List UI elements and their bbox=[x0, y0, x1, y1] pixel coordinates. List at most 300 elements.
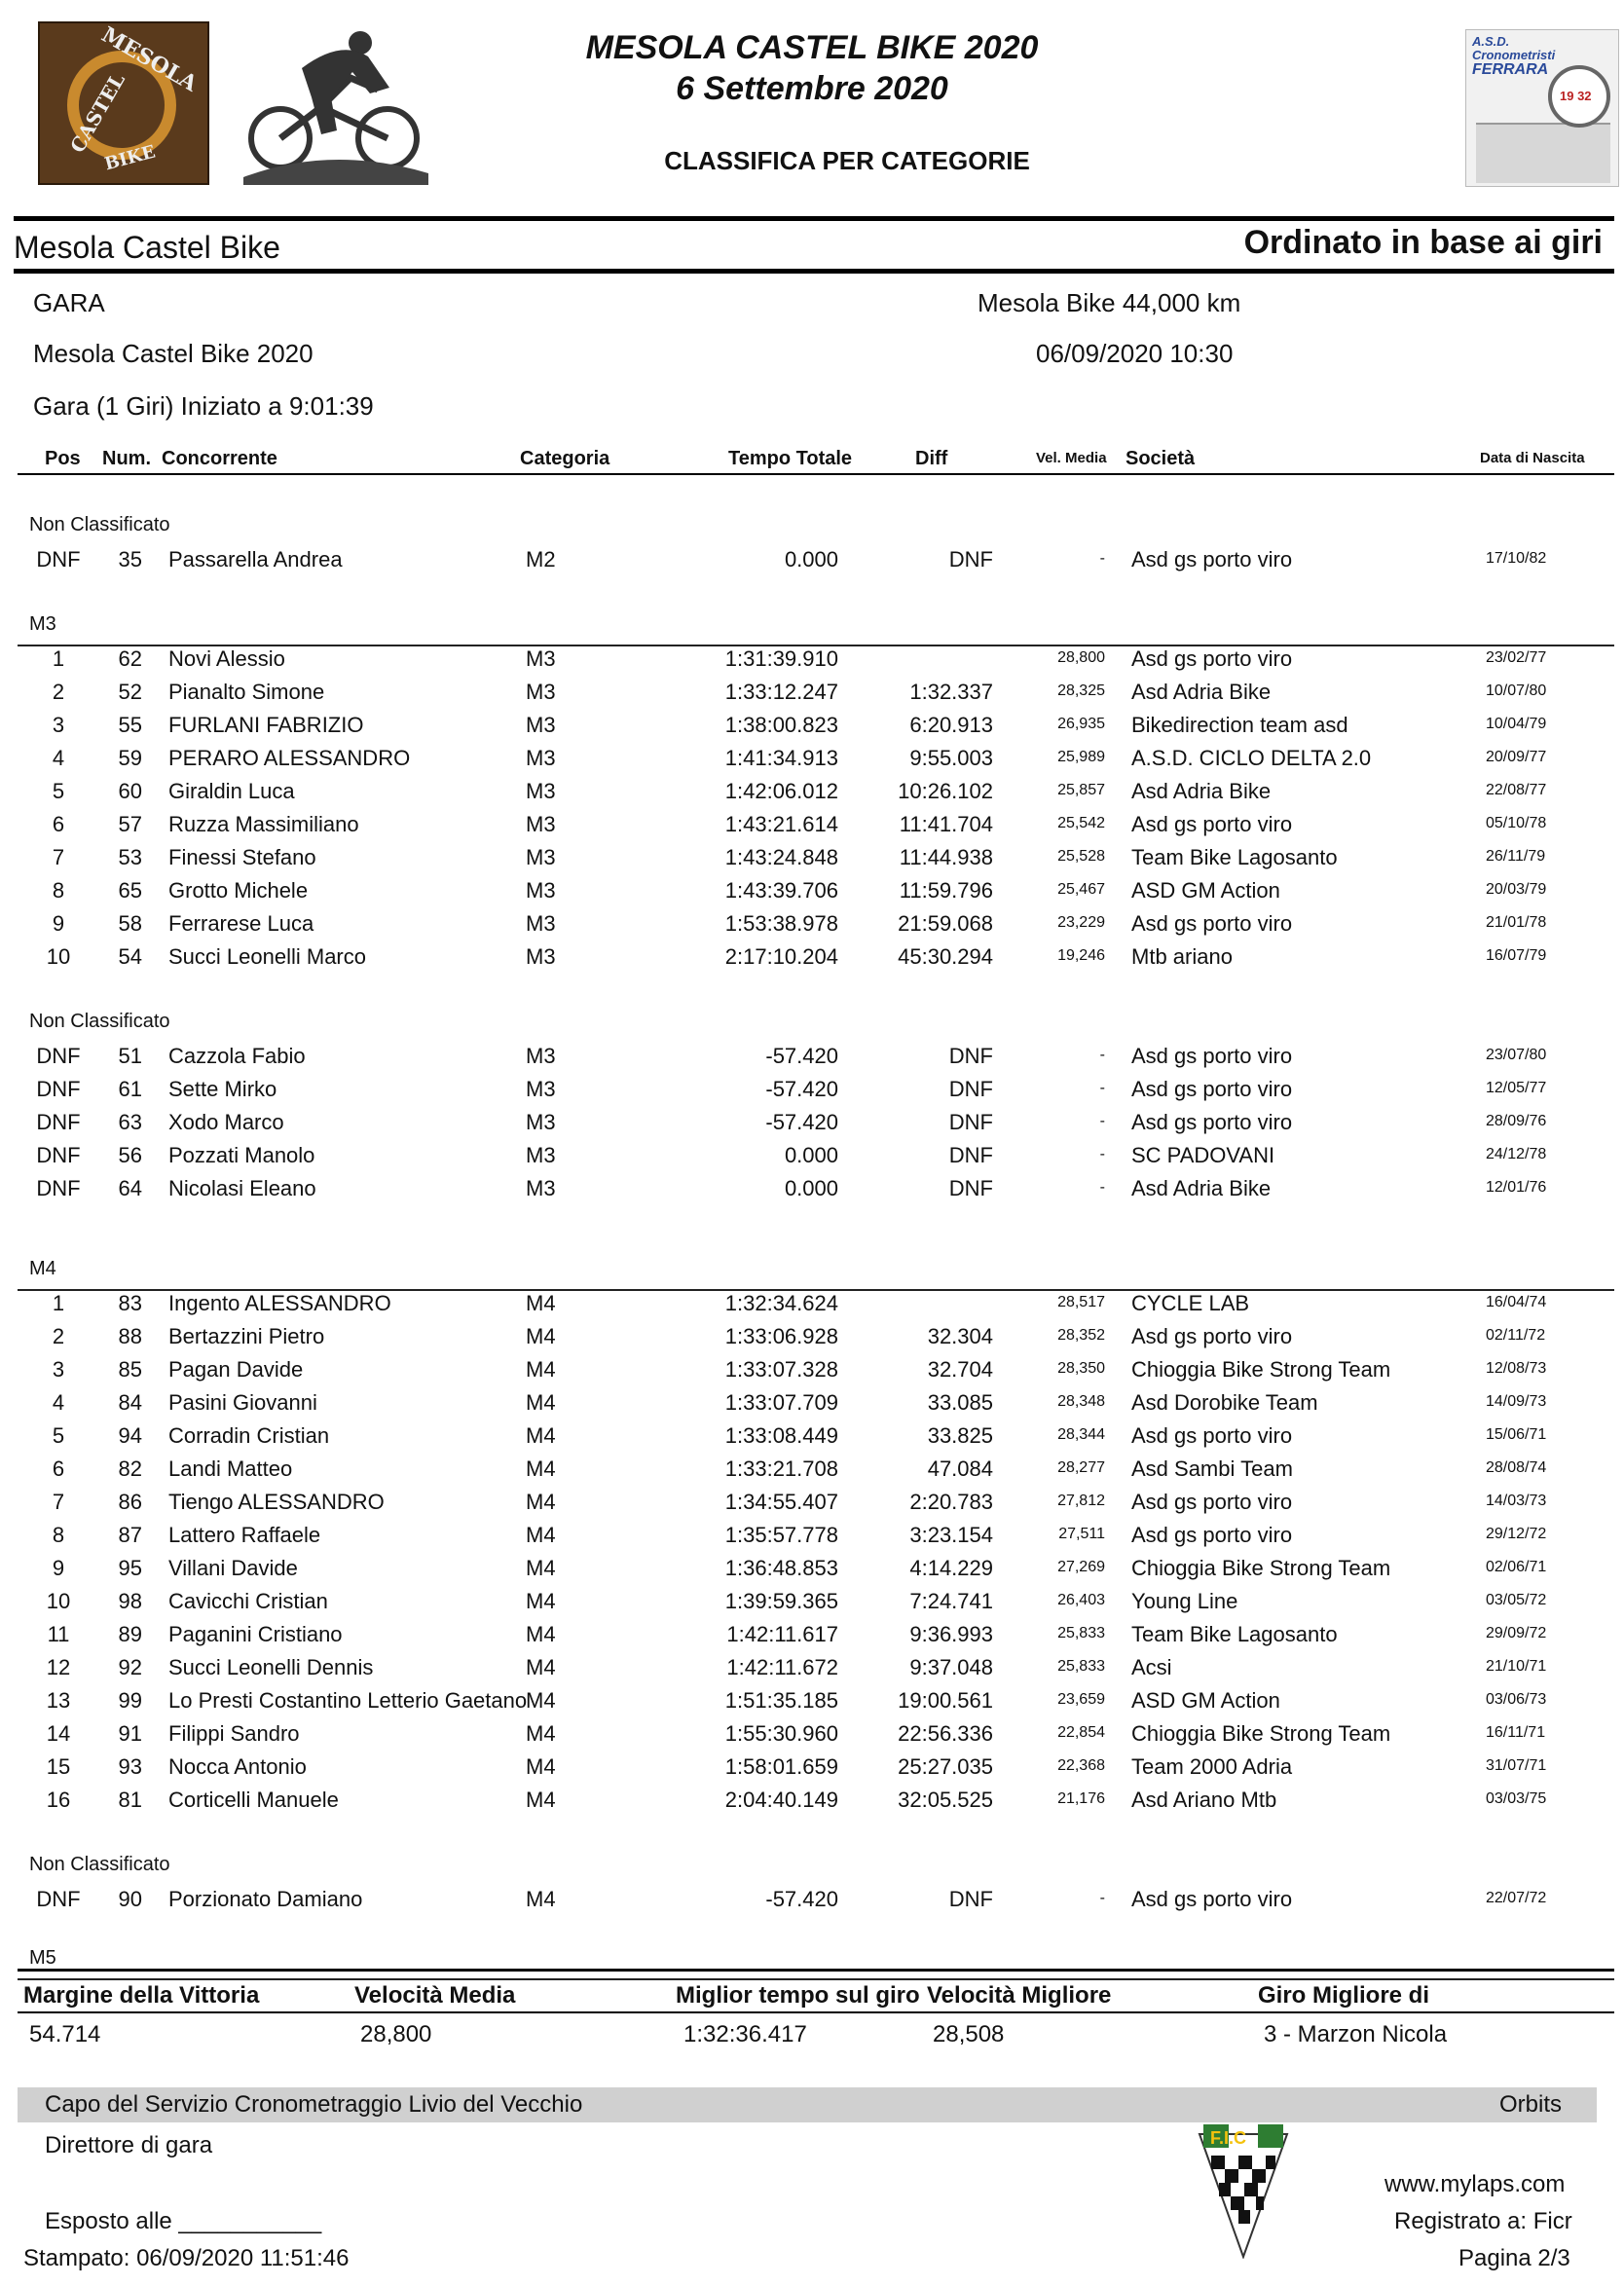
society: Asd Dorobike Team bbox=[1131, 1390, 1318, 1415]
avg-speed: 25,542 bbox=[1057, 815, 1105, 831]
total-time: 1:58:01.659 bbox=[724, 1754, 838, 1779]
society: A.S.D. CICLO DELTA 2.0 bbox=[1131, 746, 1372, 770]
summary-best-speed-label: Velocità Migliore bbox=[927, 1982, 1112, 2009]
competitor-name: Ingento ALESSANDRO bbox=[168, 1291, 391, 1315]
society: Asd gs porto viro bbox=[1131, 1887, 1293, 1911]
birth-date: 20/03/79 bbox=[1486, 881, 1547, 898]
printed-timestamp: Stampato: 06/09/2020 11:51:46 bbox=[23, 2245, 350, 2271]
competitor-name: Novi Alessio bbox=[168, 646, 285, 671]
birth-date: 17/10/82 bbox=[1486, 550, 1547, 567]
total-time: 0.000 bbox=[784, 547, 838, 572]
time-diff: 9:36.993 bbox=[909, 1622, 993, 1646]
table-row bbox=[0, 547, 1624, 580]
competitor-name: Xodo Marco bbox=[168, 1110, 284, 1134]
category: M4 bbox=[526, 1622, 556, 1646]
position: 5 bbox=[52, 1423, 65, 1448]
total-time: 1:33:12.247 bbox=[724, 680, 838, 704]
time-diff: DNF bbox=[948, 1887, 993, 1911]
total-time: 1:36:48.853 bbox=[724, 1556, 838, 1580]
table-row bbox=[0, 1291, 1624, 1324]
avg-speed: 22,368 bbox=[1057, 1757, 1105, 1774]
col-header-society: Società bbox=[1126, 448, 1196, 469]
society: CYCLE LAB bbox=[1131, 1291, 1250, 1315]
col-header-birth-date: Data di Nascita bbox=[1480, 450, 1585, 466]
table-row bbox=[0, 713, 1624, 746]
race-name-rule bbox=[14, 269, 1614, 274]
section-label: M3 bbox=[29, 613, 56, 635]
society: Asd Sambi Team bbox=[1131, 1456, 1293, 1481]
avg-speed: 25,528 bbox=[1057, 848, 1105, 865]
category: M4 bbox=[526, 1357, 556, 1382]
competitor-name: Sette Mirko bbox=[168, 1077, 277, 1101]
table-row bbox=[0, 1589, 1624, 1622]
competitor-name: Giraldin Luca bbox=[168, 779, 295, 803]
competitor-name: Grotto Michele bbox=[168, 878, 309, 903]
time-diff: DNF bbox=[948, 547, 993, 572]
bib-number: 54 bbox=[118, 944, 142, 969]
society: Acsi bbox=[1131, 1655, 1172, 1679]
position: 7 bbox=[52, 1490, 65, 1514]
total-time: 1:31:39.910 bbox=[724, 646, 838, 671]
society: Bikedirection team asd bbox=[1131, 713, 1348, 737]
time-diff: DNF bbox=[948, 1176, 993, 1200]
society: Team 2000 Adria bbox=[1131, 1754, 1293, 1779]
category: M4 bbox=[526, 1423, 556, 1448]
website-link[interactable]: www.mylaps.com bbox=[1384, 2171, 1566, 2197]
table-row bbox=[0, 1324, 1624, 1357]
category: M3 bbox=[526, 812, 556, 836]
summary-best-of-label: Giro Migliore di bbox=[1258, 1982, 1430, 2009]
competitor-name: Nocca Antonio bbox=[168, 1754, 307, 1779]
birth-date: 12/08/73 bbox=[1486, 1360, 1547, 1377]
competitor-name: FURLANI FABRIZIO bbox=[168, 713, 364, 737]
position: 2 bbox=[52, 1324, 65, 1348]
society: Asd gs porto viro bbox=[1131, 1110, 1293, 1134]
summary-best-of-value: 3 - Marzon Nicola bbox=[1264, 2021, 1448, 2047]
competitor-name: Bertazzini Pietro bbox=[168, 1324, 325, 1348]
building-icon bbox=[1476, 123, 1610, 183]
birth-date: 29/09/72 bbox=[1486, 1625, 1547, 1641]
event-title: MESOLA CASTEL BIKE 2020 bbox=[585, 29, 1039, 66]
avg-speed: 25,989 bbox=[1057, 749, 1105, 765]
summary-mid-rule bbox=[18, 2011, 1614, 2013]
birth-date: 10/07/80 bbox=[1486, 682, 1547, 699]
category: M3 bbox=[526, 1176, 556, 1200]
category: M3 bbox=[526, 1044, 556, 1068]
position: 5 bbox=[52, 779, 65, 803]
competitor-name: PERARO ALESSANDRO bbox=[168, 746, 411, 770]
summary-margin-value: 54.714 bbox=[29, 2021, 101, 2047]
avg-speed: 28,277 bbox=[1057, 1459, 1105, 1476]
avg-speed: 28,344 bbox=[1057, 1426, 1105, 1443]
avg-speed: 28,352 bbox=[1057, 1327, 1105, 1344]
society: Asd gs porto viro bbox=[1131, 1077, 1293, 1101]
course-info: Mesola Bike 44,000 km bbox=[978, 288, 1241, 317]
col-header-total-time: Tempo Totale bbox=[728, 448, 853, 469]
table-row bbox=[0, 1110, 1624, 1143]
time-diff: 6:20.913 bbox=[909, 713, 993, 737]
time-diff: 21:59.068 bbox=[898, 911, 993, 936]
bib-number: 88 bbox=[118, 1324, 142, 1348]
summary-avg-speed-label: Velocità Media bbox=[354, 1982, 516, 2009]
society: Asd gs porto viro bbox=[1131, 1423, 1293, 1448]
total-time: 1:42:11.617 bbox=[726, 1622, 838, 1646]
avg-speed: - bbox=[1099, 550, 1105, 567]
bib-number: 84 bbox=[118, 1390, 142, 1415]
bib-number: 98 bbox=[118, 1589, 142, 1613]
birth-date: 21/01/78 bbox=[1486, 914, 1547, 931]
table-row bbox=[0, 1622, 1624, 1655]
bib-number: 52 bbox=[118, 680, 142, 704]
race-name: Mesola Castel Bike bbox=[14, 230, 280, 265]
report-title: CLASSIFICA PER CATEGORIE bbox=[664, 146, 1030, 175]
society: SC PADOVANI bbox=[1131, 1143, 1275, 1167]
competitor-name: Corradin Cristian bbox=[168, 1423, 330, 1448]
col-header-avg-speed: Vel. Media bbox=[1036, 450, 1107, 466]
stopwatch-text: 19 32 bbox=[1560, 89, 1592, 103]
registered-to: Registrato a: Ficr bbox=[1394, 2208, 1572, 2234]
competitor-name: Pasini Giovanni bbox=[168, 1390, 317, 1415]
total-time: 1:41:34.913 bbox=[724, 746, 838, 770]
position: 9 bbox=[52, 1556, 65, 1580]
category: M4 bbox=[526, 1456, 556, 1481]
logo-text-left: CASTEL bbox=[65, 68, 129, 158]
table-row bbox=[0, 1688, 1624, 1721]
time-diff: 11:59.796 bbox=[899, 878, 993, 903]
bib-number: 51 bbox=[118, 1044, 142, 1068]
total-time: 1:43:21.614 bbox=[724, 812, 838, 836]
avg-speed: 27,511 bbox=[1058, 1526, 1105, 1542]
table-row bbox=[0, 1655, 1624, 1688]
bib-number: 92 bbox=[118, 1655, 142, 1679]
category: M4 bbox=[526, 1655, 556, 1679]
society: Asd gs porto viro bbox=[1131, 1324, 1293, 1348]
posted-time: Esposto alle ___________ bbox=[45, 2208, 322, 2234]
avg-speed: 23,659 bbox=[1057, 1691, 1105, 1708]
section-label: M5 bbox=[29, 1947, 56, 1969]
category: M4 bbox=[526, 1721, 556, 1746]
table-row bbox=[0, 911, 1624, 944]
time-diff: 33.085 bbox=[927, 1390, 993, 1415]
society: Team Bike Lagosanto bbox=[1131, 1622, 1338, 1646]
avg-speed: 25,833 bbox=[1057, 1625, 1105, 1641]
competitor-name: Succi Leonelli Marco bbox=[168, 944, 366, 969]
time-diff: 33.825 bbox=[927, 1423, 993, 1448]
birth-date: 16/07/79 bbox=[1486, 947, 1547, 964]
section-label: Non Classificato bbox=[29, 1011, 170, 1032]
category: M3 bbox=[526, 845, 556, 869]
time-diff: 32:05.525 bbox=[898, 1788, 993, 1812]
society: Team Bike Lagosanto bbox=[1131, 845, 1338, 869]
total-time: 1:39:59.365 bbox=[724, 1589, 838, 1613]
position: 15 bbox=[46, 1754, 71, 1779]
timing-chief: Capo del Servizio Cronometraggio Livio del Vecchio bbox=[45, 2091, 583, 2118]
category: M3 bbox=[526, 1077, 556, 1101]
category: M4 bbox=[526, 1788, 556, 1812]
bib-number: 91 bbox=[118, 1721, 142, 1746]
category: M3 bbox=[526, 680, 556, 704]
time-diff: 32.304 bbox=[927, 1324, 993, 1348]
society: Chioggia Bike Strong Team bbox=[1131, 1357, 1391, 1382]
table-row bbox=[0, 1456, 1624, 1490]
avg-speed: 23,229 bbox=[1057, 914, 1105, 931]
position: DNF bbox=[36, 1044, 81, 1068]
bib-number: 90 bbox=[118, 1887, 142, 1911]
time-diff: 10:26.102 bbox=[898, 779, 993, 803]
table-row bbox=[0, 1143, 1624, 1176]
table-row bbox=[0, 845, 1624, 878]
category: M3 bbox=[526, 746, 556, 770]
position: 3 bbox=[52, 713, 65, 737]
race-datetime: 06/09/2020 10:30 bbox=[1036, 339, 1234, 368]
society: Asd gs porto viro bbox=[1131, 812, 1293, 836]
avg-speed: 28,517 bbox=[1057, 1294, 1105, 1310]
competitor-name: Lattero Raffaele bbox=[168, 1523, 321, 1547]
society: Asd gs porto viro bbox=[1131, 1044, 1293, 1068]
table-row bbox=[0, 1077, 1624, 1110]
avg-speed: 26,403 bbox=[1057, 1592, 1105, 1608]
birth-date: 28/08/74 bbox=[1486, 1459, 1547, 1476]
logo-text-top: MESOLA bbox=[96, 21, 202, 97]
competitor-name: Landi Matteo bbox=[168, 1456, 293, 1481]
position: 1 bbox=[52, 646, 65, 671]
summary-best-lap-value: 1:32:36.417 bbox=[683, 2021, 807, 2047]
total-time: 1:33:07.328 bbox=[724, 1357, 838, 1382]
position: DNF bbox=[36, 547, 81, 572]
society: ASD GM Action bbox=[1131, 878, 1280, 903]
race-start-info: Gara (1 Giri) Iniziato a 9:01:39 bbox=[33, 391, 374, 421]
total-time: 1:53:38.978 bbox=[724, 911, 838, 936]
competitor-name: Finessi Stefano bbox=[168, 845, 316, 869]
avg-speed: 21,176 bbox=[1057, 1790, 1105, 1807]
competitor-name: Filippi Sandro bbox=[168, 1721, 300, 1746]
bib-number: 89 bbox=[118, 1622, 142, 1646]
time-diff: 19:00.561 bbox=[898, 1688, 993, 1713]
competitor-name: Ruzza Massimiliano bbox=[168, 812, 359, 836]
birth-date: 23/02/77 bbox=[1486, 649, 1547, 666]
avg-speed: 27,812 bbox=[1057, 1493, 1105, 1509]
birth-date: 20/09/77 bbox=[1486, 749, 1547, 765]
category: M4 bbox=[526, 1490, 556, 1514]
total-time: 1:55:30.960 bbox=[724, 1721, 838, 1746]
category: M4 bbox=[526, 1390, 556, 1415]
birth-date: 12/05/77 bbox=[1486, 1080, 1547, 1096]
total-time: 2:17:10.204 bbox=[724, 944, 838, 969]
birth-date: 16/11/71 bbox=[1486, 1724, 1546, 1741]
time-diff: 1:32.337 bbox=[909, 680, 993, 704]
table-row bbox=[0, 646, 1624, 680]
table-row bbox=[0, 1390, 1624, 1423]
position: 13 bbox=[46, 1688, 71, 1713]
competitor-name: Nicolasi Eleano bbox=[168, 1176, 316, 1200]
position: DNF bbox=[36, 1143, 81, 1167]
birth-date: 05/10/78 bbox=[1486, 815, 1547, 831]
society: Asd gs porto viro bbox=[1131, 911, 1293, 936]
competitor-name: Succi Leonelli Dennis bbox=[168, 1655, 374, 1679]
table-row bbox=[0, 812, 1624, 845]
table-row bbox=[0, 1556, 1624, 1589]
race-director: Direttore di gara bbox=[45, 2132, 213, 2158]
summary-best-speed-value: 28,508 bbox=[933, 2021, 1005, 2047]
society: Asd gs porto viro bbox=[1131, 646, 1293, 671]
position: 9 bbox=[52, 911, 65, 936]
table-row bbox=[0, 1523, 1624, 1556]
fic-checkered-flag-logo bbox=[1196, 2122, 1291, 2259]
competitor-name: Corticelli Manuele bbox=[168, 1788, 339, 1812]
birth-date: 29/12/72 bbox=[1486, 1526, 1547, 1542]
category: M3 bbox=[526, 944, 556, 969]
category: M3 bbox=[526, 646, 556, 671]
total-time: 1:33:06.928 bbox=[724, 1324, 838, 1348]
category: M4 bbox=[526, 1556, 556, 1580]
bib-number: 63 bbox=[118, 1110, 142, 1134]
bib-number: 94 bbox=[118, 1423, 142, 1448]
avg-speed: - bbox=[1099, 1179, 1105, 1196]
time-diff: 11:44.938 bbox=[899, 845, 993, 869]
position: 6 bbox=[52, 1456, 65, 1481]
position: 16 bbox=[46, 1788, 71, 1812]
society: Asd Ariano Mtb bbox=[1131, 1788, 1277, 1812]
total-time: 1:32:34.624 bbox=[724, 1291, 838, 1315]
bib-number: 56 bbox=[118, 1143, 142, 1167]
society: Asd gs porto viro bbox=[1131, 1523, 1293, 1547]
bib-number: 86 bbox=[118, 1490, 142, 1514]
table-row bbox=[0, 1176, 1624, 1209]
software-label: Orbits bbox=[1499, 2091, 1563, 2118]
position: DNF bbox=[36, 1887, 81, 1911]
time-diff: 45:30.294 bbox=[898, 944, 993, 969]
birth-date: 03/05/72 bbox=[1486, 1592, 1547, 1608]
birth-date: 03/03/75 bbox=[1486, 1790, 1547, 1807]
table-row bbox=[0, 878, 1624, 911]
avg-speed: - bbox=[1099, 1113, 1105, 1129]
table-row bbox=[0, 1754, 1624, 1788]
table-row bbox=[0, 680, 1624, 713]
category: M3 bbox=[526, 779, 556, 803]
bib-number: 87 bbox=[118, 1523, 142, 1547]
col-header-pos: Pos bbox=[45, 448, 81, 469]
total-time: 1:51:35.185 bbox=[724, 1688, 838, 1713]
section-label: Non Classificato bbox=[29, 514, 170, 535]
col-header-num: Num. bbox=[102, 448, 151, 469]
position: 2 bbox=[52, 680, 65, 704]
birth-date: 02/11/72 bbox=[1486, 1327, 1546, 1344]
total-time: 0.000 bbox=[784, 1143, 838, 1167]
logo-right-line1: A.S.D. bbox=[1472, 34, 1510, 49]
position: DNF bbox=[36, 1110, 81, 1134]
bib-number: 64 bbox=[118, 1176, 142, 1200]
society: Asd gs porto viro bbox=[1131, 1490, 1293, 1514]
avg-speed: - bbox=[1099, 1080, 1105, 1096]
avg-speed: 26,935 bbox=[1057, 716, 1105, 732]
total-time: 1:43:39.706 bbox=[724, 878, 838, 903]
time-diff: DNF bbox=[948, 1044, 993, 1068]
society: Asd gs porto viro bbox=[1131, 547, 1293, 572]
position: 4 bbox=[52, 1390, 65, 1415]
table-row bbox=[0, 779, 1624, 812]
society: Mtb ariano bbox=[1131, 944, 1233, 969]
bib-number: 60 bbox=[118, 779, 142, 803]
avg-speed: - bbox=[1099, 1047, 1105, 1063]
time-diff: DNF bbox=[948, 1077, 993, 1101]
society: Asd Adria Bike bbox=[1131, 1176, 1272, 1200]
total-time: 1:33:08.449 bbox=[724, 1423, 838, 1448]
table-row bbox=[0, 1044, 1624, 1077]
summary-top-rule bbox=[18, 1969, 1614, 1972]
section-rule bbox=[18, 1978, 1614, 1980]
time-diff: 22:56.336 bbox=[898, 1721, 993, 1746]
total-time: -57.420 bbox=[765, 1077, 838, 1101]
competitor-name: Tiengo ALESSANDRO bbox=[168, 1490, 385, 1514]
bib-number: 93 bbox=[118, 1754, 142, 1779]
total-time: 1:33:21.708 bbox=[724, 1456, 838, 1481]
competitor-name: Ferrarese Luca bbox=[168, 911, 314, 936]
table-row bbox=[0, 1788, 1624, 1821]
time-diff: 7:24.741 bbox=[909, 1589, 993, 1613]
total-time: 1:43:24.848 bbox=[724, 845, 838, 869]
avg-speed: 28,800 bbox=[1057, 649, 1105, 666]
avg-speed: 27,269 bbox=[1057, 1559, 1105, 1575]
table-row bbox=[0, 1887, 1624, 1920]
position: 8 bbox=[52, 878, 65, 903]
page-number: Pagina 2/3 bbox=[1458, 2245, 1570, 2271]
logo-right-line3: FERRARA bbox=[1472, 61, 1549, 78]
avg-speed: 19,246 bbox=[1057, 947, 1105, 964]
birth-date: 12/01/76 bbox=[1486, 1179, 1547, 1196]
bib-number: 57 bbox=[118, 812, 142, 836]
cronometristi-ferrara-logo bbox=[1465, 29, 1619, 187]
competitor-name: Pianalto Simone bbox=[168, 680, 325, 704]
competitor-name: Lo Presti Costantino Letterio Gaetano bbox=[168, 1688, 528, 1713]
time-diff: 47.084 bbox=[927, 1456, 993, 1481]
table-row bbox=[0, 1423, 1624, 1456]
summary-margin-label: Margine della Vittoria bbox=[23, 1982, 260, 2009]
bib-number: 59 bbox=[118, 746, 142, 770]
birth-date: 21/10/71 bbox=[1486, 1658, 1547, 1675]
position: 7 bbox=[52, 845, 65, 869]
category: M3 bbox=[526, 713, 556, 737]
sort-label: Ordinato in base ai giri bbox=[1243, 224, 1603, 261]
birth-date: 31/07/71 bbox=[1486, 1757, 1547, 1774]
total-time: -57.420 bbox=[765, 1887, 838, 1911]
society: ASD GM Action bbox=[1131, 1688, 1280, 1713]
birth-date: 14/09/73 bbox=[1486, 1393, 1547, 1410]
table-row bbox=[0, 1357, 1624, 1390]
table-row bbox=[0, 944, 1624, 977]
category: M2 bbox=[526, 547, 556, 572]
category: M4 bbox=[526, 1291, 556, 1315]
society: Asd Adria Bike bbox=[1131, 680, 1272, 704]
total-time: 0.000 bbox=[784, 1176, 838, 1200]
time-diff: 2:20.783 bbox=[909, 1490, 993, 1514]
competitor-name: Porzionato Damiano bbox=[168, 1887, 363, 1911]
category: M4 bbox=[526, 1523, 556, 1547]
birth-date: 28/09/76 bbox=[1486, 1113, 1547, 1129]
bib-number: 53 bbox=[118, 845, 142, 869]
competitor-name: Villani Davide bbox=[168, 1556, 298, 1580]
category: M3 bbox=[526, 1143, 556, 1167]
time-diff: DNF bbox=[948, 1110, 993, 1134]
avg-speed: - bbox=[1099, 1890, 1105, 1906]
position: 6 bbox=[52, 812, 65, 836]
birth-date: 22/08/77 bbox=[1486, 782, 1547, 798]
bib-number: 62 bbox=[118, 646, 142, 671]
position: 11 bbox=[47, 1622, 70, 1646]
competitor-name: Cazzola Fabio bbox=[168, 1044, 306, 1068]
position: 1 bbox=[52, 1291, 65, 1315]
header-rule bbox=[14, 216, 1614, 221]
birth-date: 24/12/78 bbox=[1486, 1146, 1547, 1162]
